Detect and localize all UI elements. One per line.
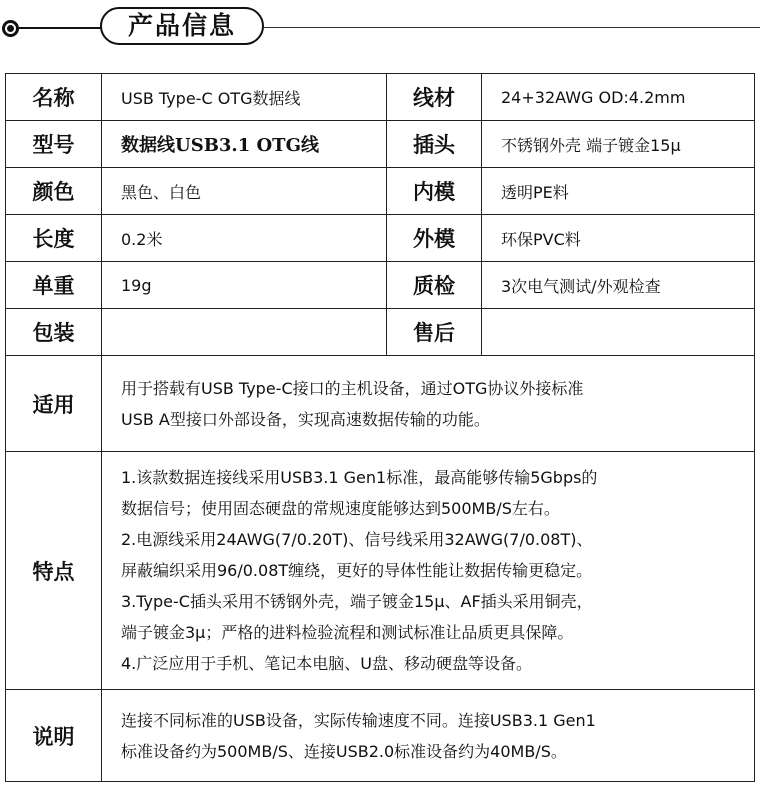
- value-outer-mold: 环保PVC料: [482, 215, 755, 262]
- label-applicable: 适用: [6, 356, 102, 452]
- value-name: USB Type-C OTG数据线: [102, 74, 387, 121]
- table-row: [6, 215, 755, 262]
- applicable-line: 用于搭载有USB Type-C接口的主机设备，通过OTG协议外接标准: [121, 378, 584, 398]
- features-line: 2.电源线采用24AWG(7/0.20T)、信号线采用32AWG(7/0.08T)、: [121, 530, 593, 549]
- label-model: 型号: [6, 121, 102, 168]
- header-rule-right: [262, 27, 760, 28]
- label-plug: 插头: [387, 121, 482, 168]
- notes-text: [102, 690, 755, 782]
- label-color: 颜色: [6, 168, 102, 215]
- features-line: 1.该款数据连接线采用USB3.1 Gen1标准，最高能够传输5Gbps的: [121, 468, 598, 487]
- features-line: 数据信号；使用固态硬盘的常规速度能够达到500MB/S左右。: [121, 499, 560, 518]
- notes-line: 标准设备约为500MB/S、连接USB2.0标准设备约为40MB/S。: [121, 741, 567, 761]
- section-header: [0, 0, 760, 60]
- label-notes: 说明: [6, 690, 102, 782]
- label-features: 特点: [6, 452, 102, 690]
- label-length: 长度: [6, 215, 102, 262]
- table-row: [6, 168, 755, 215]
- label-wire: 线材: [387, 74, 482, 121]
- table-row: [6, 356, 755, 452]
- value-weight: 19g: [102, 262, 387, 309]
- label-weight: 单重: [6, 262, 102, 309]
- bullet-dot-icon: [7, 25, 14, 32]
- value-wire: 24+32AWG OD:4.2mm: [482, 74, 755, 121]
- table-row: [6, 262, 755, 309]
- label-outer-mold: 外模: [387, 215, 482, 262]
- value-package: [102, 309, 387, 356]
- table-row: [6, 690, 755, 782]
- spec-table: [5, 73, 755, 782]
- value-after-sales: [482, 309, 755, 356]
- label-qc: 质检: [387, 262, 482, 309]
- table-row: [6, 452, 755, 690]
- value-qc: 3次电气测试/外观检查: [482, 262, 755, 309]
- header-rule-left: [19, 27, 107, 29]
- features-line: 3.Type-C插头采用不锈钢外壳，端子镀金15μ、AF插头采用铜壳，: [121, 592, 593, 611]
- value-inner-mold: 透明PE料: [482, 168, 755, 215]
- value-model: 数据线USB3.1 OTG线: [102, 121, 387, 168]
- applicable-text: [102, 356, 755, 452]
- features-text: [102, 452, 755, 690]
- value-plug: 不锈钢外壳 端子镀金15μ: [482, 121, 755, 168]
- section-title: 产品信息: [100, 7, 264, 45]
- features-line: 屏蔽编织采用96/0.08T缠绕，更好的导体性能让数据传输更稳定。: [121, 561, 593, 580]
- notes-line: 连接不同标准的USB设备，实际传输速度不同。连接USB3.1 Gen1: [121, 710, 596, 730]
- label-inner-mold: 内模: [387, 168, 482, 215]
- value-length: 0.2米: [102, 215, 387, 262]
- table-row: [6, 309, 755, 356]
- label-after-sales: 售后: [387, 309, 482, 356]
- label-name: 名称: [6, 74, 102, 121]
- table-row: [6, 74, 755, 121]
- features-line: 4.广泛应用于手机、笔记本电脑、U盘、移动硬盘等设备。: [121, 654, 532, 673]
- applicable-line: USB A型接口外部设备，实现高速数据传输的功能。: [121, 409, 490, 429]
- label-package: 包装: [6, 309, 102, 356]
- features-line: 端子镀金3μ；严格的进料检验流程和测试标准让品质更具保障。: [121, 623, 574, 642]
- table-row: [6, 121, 755, 168]
- value-color: 黑色、白色: [102, 168, 387, 215]
